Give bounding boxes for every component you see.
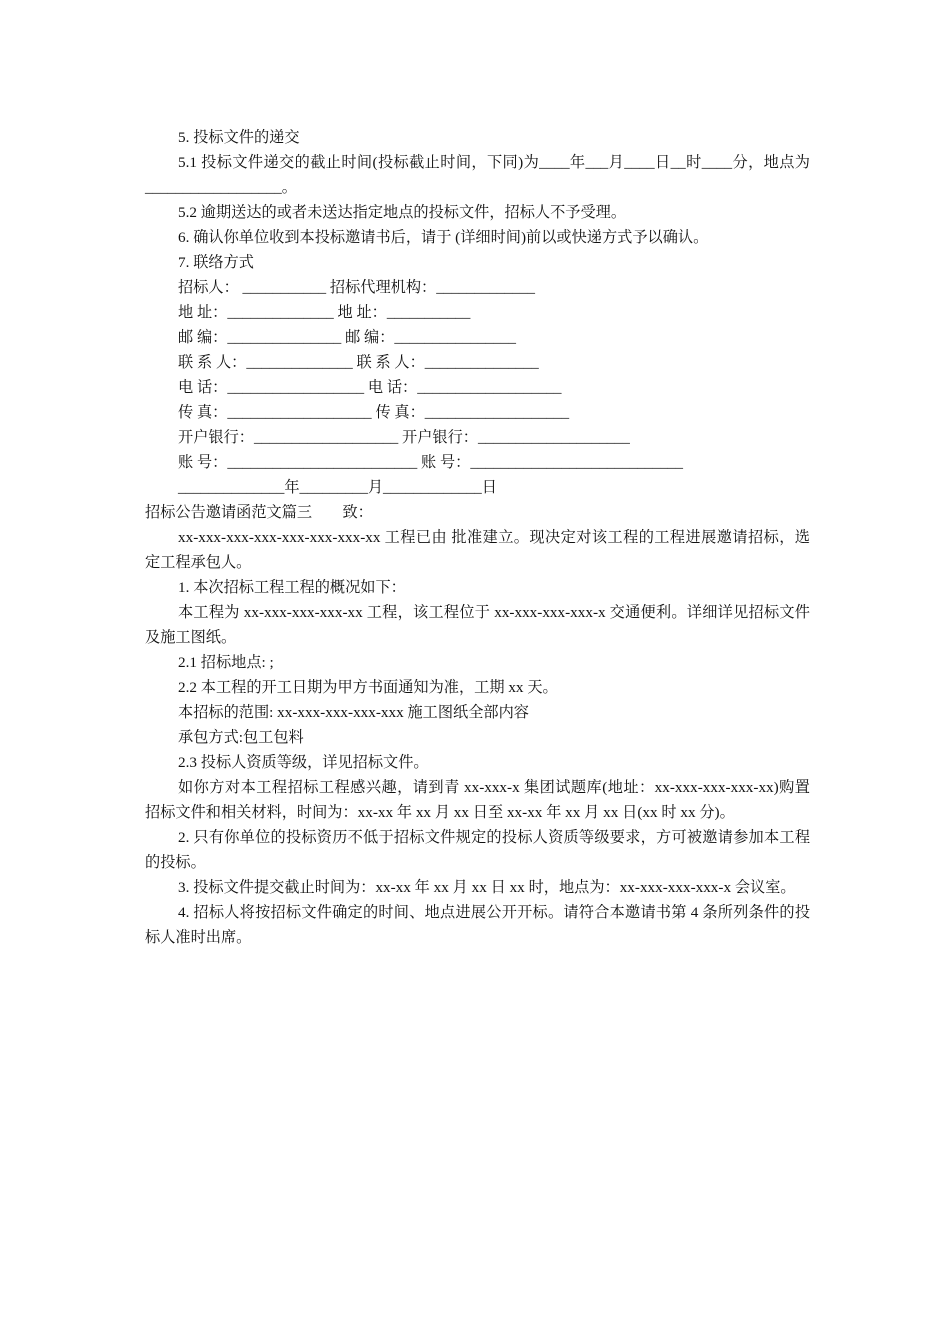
contact-tenderer-line: 招标人： ___________ 招标代理机构：_____________ <box>178 279 535 296</box>
item-2-qualification: 2. 只有你单位的投标资历不低于招标文件规定的投标人资质等级要求，方可被邀请参加本工程的投标。 <box>145 829 810 871</box>
clause-2-1: 2.1 招标地点: ; <box>178 654 274 671</box>
section-5-heading: 5. 投标文件的递交 <box>178 129 300 146</box>
overview-heading: 1. 本次招标工程工程的概况如下： <box>178 579 406 596</box>
clause-5-1: 5.1 投标文件递交的截止时间(投标截止时间，下同)为____年___月____日__时____分，地点为__________________。 <box>145 154 810 196</box>
item-4-opening: 4. 招标人将按招标文件确定的时间、地点进展公开开标。请符合本邀请书第 4 条所列条件的投标人准时出席。 <box>145 904 810 946</box>
clause-5-2: 5.2 逾期送达的或者未送达指定地点的投标文件，招标人不予受理。 <box>178 204 627 221</box>
clause-6: 6. 确认你单位收到本投标邀请书后，请于 (详细时间)前以或快递方式予以确认。 <box>178 229 709 246</box>
contact-address-line: 地 址：______________ 地 址：___________ <box>178 304 471 321</box>
scope-line: 本招标的范围: xx-xxx-xxx-xxx-xxx 施工图纸全部内容 <box>178 704 529 721</box>
contact-fax-line: 传 真：___________________ 传 真：___________________ <box>178 404 570 421</box>
intro-paragraph: xx-xxx-xxx-xxx-xxx-xxx-xxx-xx 工程已由 批准建立。现决定对该工程的工程进展邀请招标，选定工程承包人。 <box>145 529 810 571</box>
date-line: ______________年_________月_____________日 <box>178 479 497 496</box>
contact-postcode-line: 邮 编：_______________ 邮 编：________________ <box>178 329 516 346</box>
clause-2-3: 2.3 投标人资质等级，详见招标文件。 <box>178 754 429 771</box>
contact-account-line: 账 号：_________________________ 账 号：____________________________ <box>178 454 683 471</box>
contact-phone-line: 电 话：__________________ 电 话：___________________ <box>178 379 562 396</box>
contract-method-line: 承包方式:包工包料 <box>178 729 304 746</box>
contact-person-line: 联 系 人：______________ 联 系 人：_______________ <box>178 354 539 371</box>
contact-bank-line: 开户银行：___________________ 开户银行：____________________ <box>178 429 630 446</box>
item-3-deadline: 3. 投标文件提交截止时间为：xx-xx 年 xx 月 xx 日 xx 时，地点为：xx-xxx-xxx-xxx-x 会议室。 <box>178 879 796 896</box>
clause-2-2: 2.2 本工程的开工日期为甲方书面通知为准，工期 xx 天。 <box>178 679 558 696</box>
purchase-paragraph: 如你方对本工程招标工程感兴趣，请到青 xx-xxx-x 集团试题库(地址：xx-xxx-xxx-xxx-xx)购置招标文件和相关材料，时间为：xx-xx 年 xx 月 xx 日至 xx-xx 年 xx 月 xx 日(xx 时 xx 分)。 <box>145 779 810 821</box>
section-7-heading: 7. 联络方式 <box>178 254 254 271</box>
article-3-title: 招标公告邀请函范文篇三 致： <box>145 504 373 521</box>
document-page <box>145 125 810 950</box>
project-description: 本工程为 xx-xxx-xxx-xxx-xx 工程，该工程位于 xx-xxx-xxx-xxx-x 交通便利。详细详见招标文件及施工图纸。 <box>145 604 810 646</box>
